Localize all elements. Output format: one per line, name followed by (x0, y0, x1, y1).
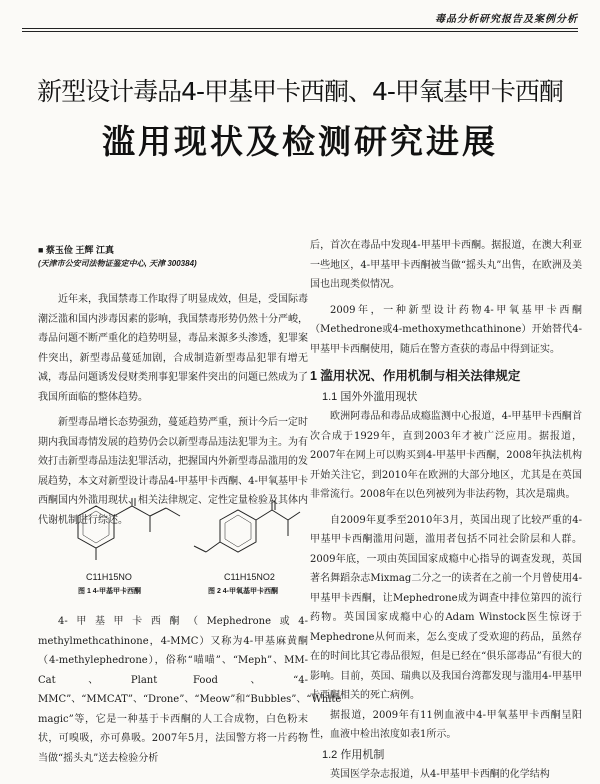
subsection-heading: 1.1 国外外滥用现状 (310, 387, 582, 407)
author-block (38, 244, 308, 270)
article-title-line1: 新型设计毒品4-甲基甲卡西酮、4-甲氧基甲卡西酮 (0, 72, 600, 108)
body-paragraph: 近年来，我国禁毒工作取得了明显成效，但是，受国际毒潮泛滥和国内涉毒因素的影响，我国禁毒形势仍然十分严峻，毒品问题不断严重化的趋势明显，毒品来源多头渗透，犯罪案件突出，新型毒品蔓延加剧，合成制造新型毒品犯罪有增无减，毒品问题诱发侵财类刑事犯罪案件突出的问题已然成为了我国所面临的整体趋势。 (38, 290, 308, 407)
header-rule-thin (22, 31, 578, 32)
figure-caption: 图 1 4-甲基甲卡西酮 (78, 586, 141, 596)
body-paragraph: 2009年，一种新型设计药物4-甲氧基甲卡西酮（Methedrone或4-methoxymethcathinone）开始替代4-甲基甲卡西酮使用，随后在警方查获的毒品中得到证实。 (310, 301, 582, 360)
subsection-heading: 1.2 作用机制 (310, 745, 582, 765)
structure-4-mmc (78, 498, 180, 560)
chemical-structures-figure (38, 498, 308, 598)
body-paragraph: 新型毒品增长态势强劲，蔓延趋势严重，预计今后一定时期内我国毒情发展的趋势仍会以新型毒品违法犯罪为主。为有效打击新型毒品违法犯罪活动，把握国内外新型毒品滥用的发展趋势，本文对新型设计毒品4-甲基甲卡西酮、4-甲氧基甲卡西酮国内外滥用现状、相关法律规定、定性定量检验及其体内代谢机制进行综述。 (38, 413, 308, 530)
section-heading: 1 滥用状况、作用机制与相关法律规定 (310, 365, 582, 387)
structure-drawings (38, 498, 308, 598)
author-affiliation: (天津市公安司法物证鉴定中心, 天津 300384) (38, 257, 308, 270)
header-rule-thick (22, 28, 578, 29)
body-paragraph: 自2009年夏季至2010年3月，英国出现了比较严重的4-甲基甲卡西酮滥用问题，滥用者包括不同社会阶层和人群。2009年底，一项由英国国家成瘾中心指导的调查发现，英国著名舞蹈杂志Mixmag二分之一的读者在之前一个月曾使用4-甲基甲卡西酮，让Mephedrone成为调查中排位第四的流行药物。英国国家成瘾中心的Adam Winstock医生惊讶于Mephedrone从何而来，怎么变成了受欢迎的药品，虽然存在的时间比其它毒品很短，但是已经在“俱乐部毒品”有很大的影响。目前，英国、瑞典以及我国台湾都发现与滥用4-甲基甲卡西酮相关的死亡病例。 (310, 511, 582, 706)
body-paragraph: 欧洲阿毒品和毒品成瘾监测中心报道，4-甲基甲卡西酮首次合成于1929年，直到2003年才被广泛应用。据报道，2007年在网上可以购买到4-甲基甲卡西酮，2008年执法机构开始关注它，到2010年在欧洲的大部分地区，尤其是在英国非常流行。2008年在以色列被列为非法药物，其次是瑞典。 (310, 407, 582, 505)
body-paragraph: 后，首次在毒品中发现4-甲基甲卡西酮。据报道，在澳大利亚一些地区，4-甲基甲卡西酮被当做“摇头丸”出售，在欧洲及美国也出现类似情况。 (310, 236, 582, 295)
left-column-upper (38, 290, 308, 530)
body-paragraph: 据报道，2009年有11例血液中4-甲氧基甲卡西酮呈阳性，血液中检出浓度如表1所示。 (310, 706, 582, 745)
left-column-lower (38, 612, 308, 768)
body-paragraph: 4-甲基甲卡西酮（Mephedrone或4-methylmethcathinone，4-MMC）又称为4-甲基麻黄酮（4-methylephedrone），俗称“喵喵”、“Meph”、MM-Cat、Plant Food、“4-MMC”、“MMCAT”、“Drone”、“Meow”和“Bubbles”、“White magic”等，它是一种基于卡西酮的人工合成物，白色粉末状，可嗅吸，亦可鼻吸。2007年5月，法国警方将一片药物当做“摇头丸”送去检验分析 (38, 612, 308, 768)
formula-label: C11H15NO2 (224, 572, 275, 582)
right-column (310, 236, 582, 784)
author-names: ■ 蔡玉俭 王辉 江真 (38, 244, 308, 257)
formula-label: C11H15NO (86, 572, 132, 582)
figure-caption: 图 2 4-甲氧基甲卡西酮 (208, 586, 278, 596)
body-paragraph: 英国医学杂志报道，从4-甲基甲卡西酮的化学结构 (310, 765, 582, 784)
structure-4-mec (194, 500, 300, 552)
article-title-line2: 滥用现状及检测研究进展 (0, 116, 600, 163)
running-head: 毒品分析研究报告及案例分析 (435, 10, 578, 25)
